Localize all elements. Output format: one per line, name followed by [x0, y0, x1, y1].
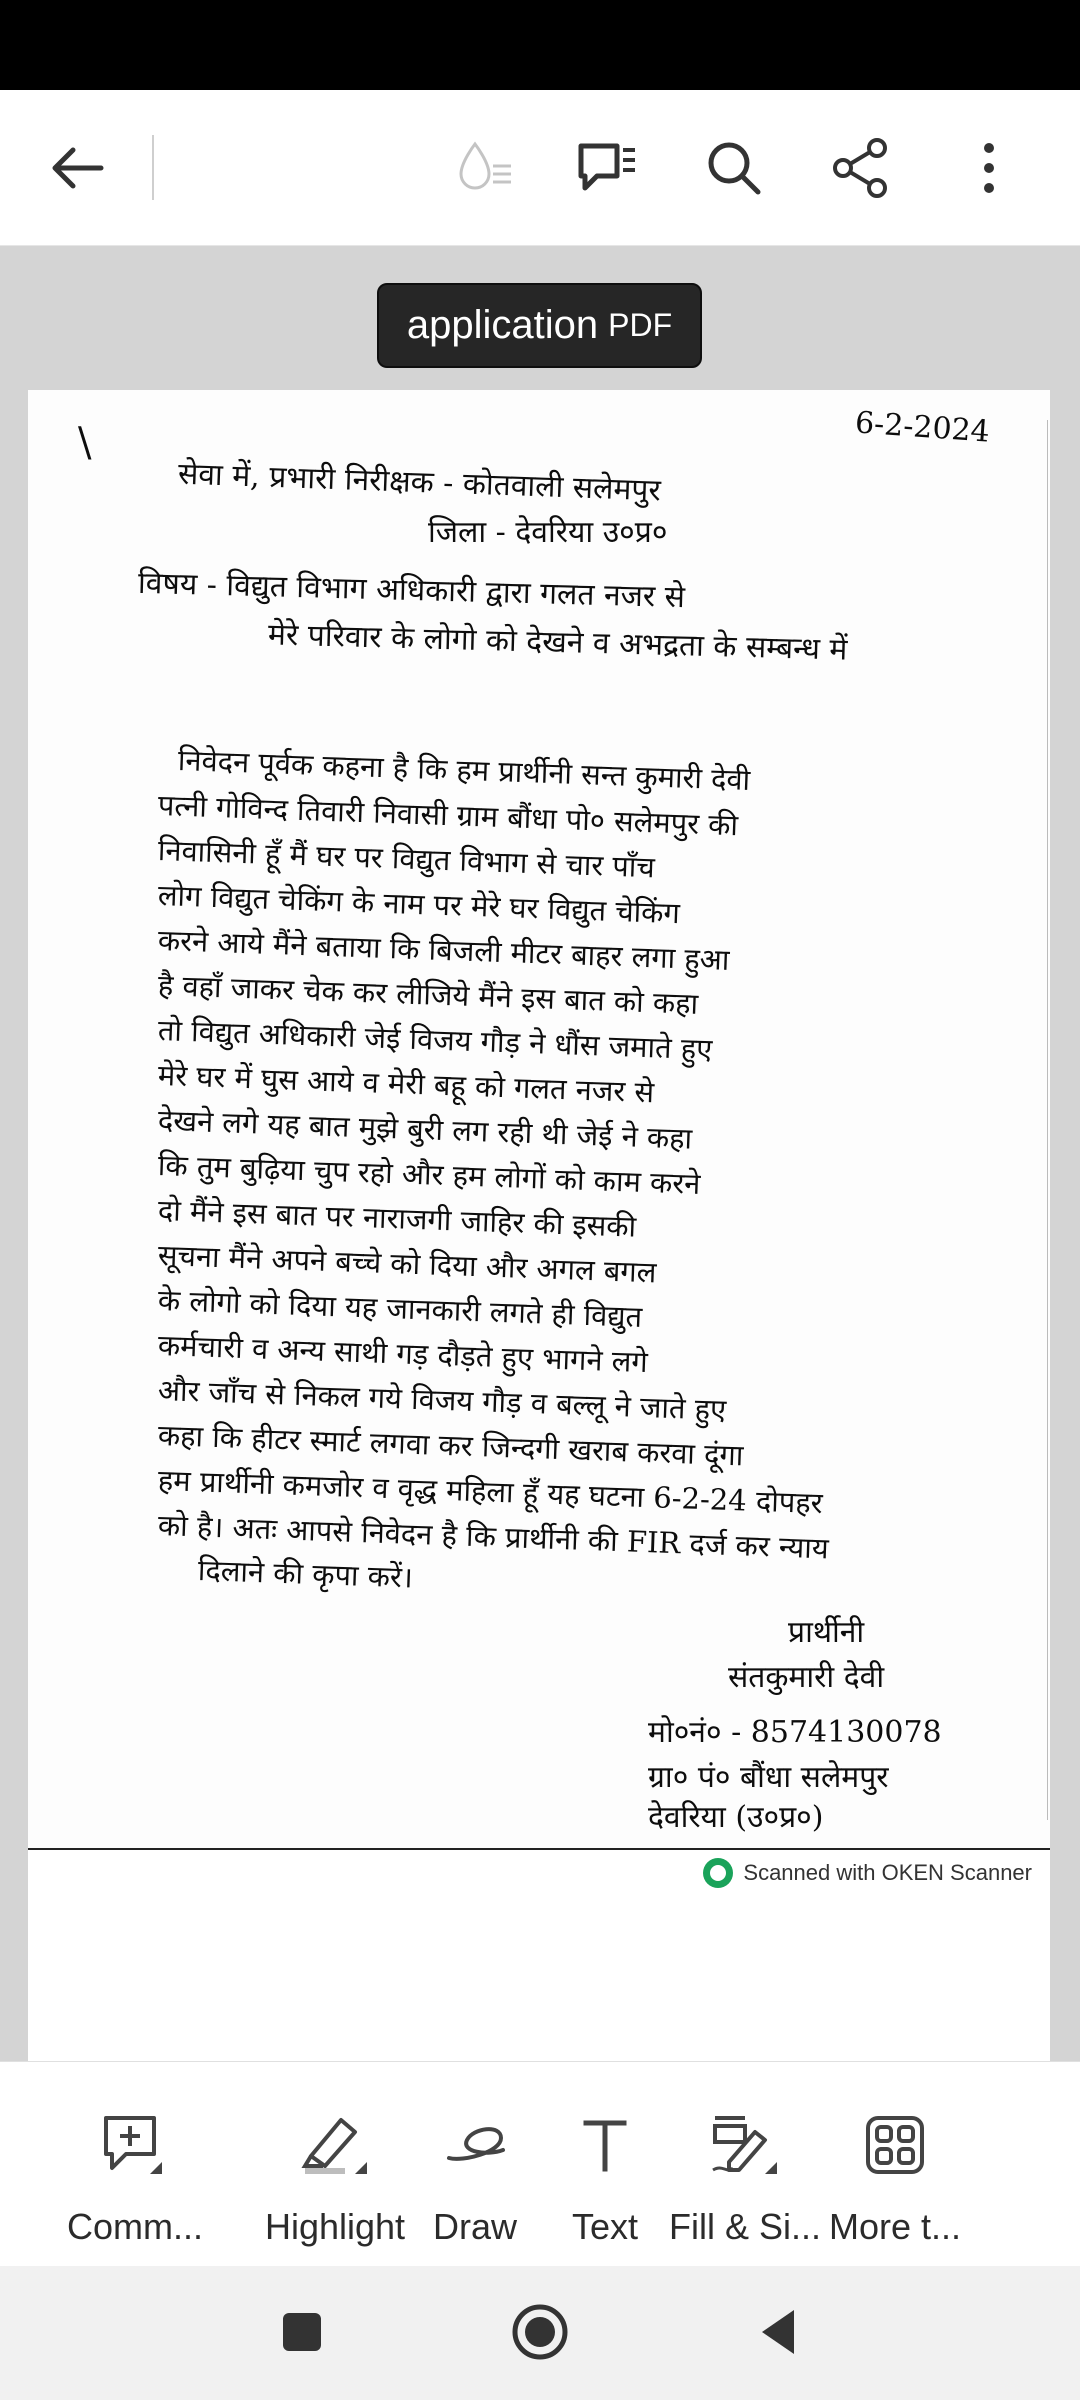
back-triangle-icon[interactable]: [748, 2302, 808, 2362]
more-vertical-icon[interactable]: [944, 123, 1034, 213]
letter-body-line: कर्मचारी व अन्य साथी गड़ दौड़ते हुए भागने लगे: [157, 1328, 649, 1380]
letter-body-line: और जाँच से निकल गये विजय गौड़ व बल्लू ने जाते हुए: [157, 1373, 727, 1427]
back-arrow-icon[interactable]: [32, 123, 122, 213]
tool-text[interactable]: [560, 2062, 650, 2267]
letter-body-line: मेरे घर में घुस आये व मेरी बहू को गलत नजर से: [157, 1058, 655, 1110]
tool-label: Comm...: [66, 2206, 203, 2247]
scanner-watermark-text: Scanned with OKEN Scanner: [743, 1860, 1032, 1885]
more-tools-icon: [855, 2110, 935, 2180]
tool-label: Text: [571, 2206, 639, 2247]
text-icon: [565, 2110, 645, 2180]
tool-fill-sign[interactable]: [670, 2062, 820, 2267]
letter-body-line: को है। अतः आपसे निवेदन है कि प्रार्थीनी की FIR दर्ज कर न्याय: [157, 1508, 830, 1566]
tool-more[interactable]: [820, 2062, 970, 2267]
letter-body-line: दो मैंने इस बात पर नाराजगी जाहिर की इसकी: [157, 1193, 637, 1244]
home-circle-icon[interactable]: [510, 2302, 570, 2362]
tool-highlight[interactable]: [255, 2062, 415, 2267]
tool-label: Highlight: [264, 2206, 406, 2247]
system-nav-bar: [0, 2266, 1080, 2400]
top-app-bar: [0, 90, 1080, 246]
annotation-toolbar: [0, 2061, 1080, 2267]
letter-date: 6-2-2024: [854, 405, 992, 450]
toolbar-divider: [152, 135, 154, 200]
read-aloud-icon[interactable]: [440, 123, 530, 213]
document-viewer[interactable]: [0, 246, 1080, 2061]
pdf-page[interactable]: [28, 390, 1050, 2090]
letter-body-line: निवेदन पूर्वक कहना है कि हम प्रार्थीनी सन्त कुमारी देवी: [177, 743, 751, 797]
document-title-chip: [377, 283, 702, 368]
scanned-letter: [28, 390, 1050, 1850]
status-bar: [0, 0, 1080, 90]
document-title: application: [406, 303, 599, 347]
letter-body-line: कि तुम बुढ़िया चुप रहो और हम लोगों को काम करने: [157, 1148, 701, 1201]
signature-address: ग्रा० पं० बौंधा सलेमपुर: [648, 1760, 889, 1795]
letter-body-line: देखने लगे यह बात मुझे बुरी लग रही थी जेई ने कहा: [157, 1103, 693, 1156]
letter-body-line: पत्नी गोविन्द तिवारी निवासी ग्राम बौंधा पो० सलेमपुर की: [157, 788, 739, 843]
letter-body-line: दिलाने की कृपा करें।: [197, 1553, 414, 1595]
letter-addressee-district: जिला - देवरिया उ०प्र०: [428, 515, 668, 550]
search-icon[interactable]: [689, 123, 779, 213]
signature-district: देवरिया (उ०प्र०): [648, 1800, 824, 1835]
letter-subject: विषय - विद्युत विभाग अधिकारी द्वारा गलत नजर से: [137, 565, 686, 616]
letter-body-line: करने आये मैंने बताया कि बिजली मीटर बाहर लगा हुआ: [157, 923, 730, 977]
tool-comment[interactable]: [55, 2062, 215, 2267]
letter-addressee: सेवा में, प्रभारी निरीक्षक - कोतवाली सलेमपुर: [177, 456, 662, 509]
draw-icon: [435, 2110, 515, 2180]
letter-body-line: है वहाँ जाकर चेक कर लीजिये मैंने इस बात को कहा: [157, 968, 699, 1021]
tool-label: Fill & Si...: [669, 2206, 822, 2247]
letter-subject-cont: मेरे परिवार के लोगो को देखने व अभद्रता के सम्बन्ध में: [267, 617, 848, 668]
oken-scanner-logo-icon: [703, 1858, 733, 1888]
letter-body-line: के लोगो को दिया यह जानकारी लगते ही विद्युत: [157, 1283, 643, 1334]
add-comment-icon: [95, 2110, 175, 2180]
letter-body-line: सूचना मैंने अपने बच्चे को दिया और अगल बगल: [157, 1238, 657, 1290]
letter-body-line: निवासिनी हूँ मैं घर पर विद्युत विभाग से चार पाँच: [157, 833, 656, 885]
comments-icon[interactable]: [562, 123, 652, 213]
share-icon[interactable]: [816, 123, 906, 213]
tool-label: More t...: [828, 2206, 962, 2247]
tool-draw[interactable]: [430, 2062, 520, 2267]
scanner-watermark: [703, 1858, 1032, 1888]
tool-label: Draw: [432, 2206, 517, 2247]
letter-body-line: हम प्रार्थीनी कमजोर व वृद्ध महिला हूँ यह घटना 6-2-24 दोपहर: [157, 1463, 824, 1521]
document-type-badge: PDF: [608, 307, 673, 343]
letter-body-line: तो विद्युत अधिकारी जेई विजय गौड़ ने धौंस जमाते हुए: [157, 1013, 713, 1067]
signature-name: संतकुमारी देवी: [728, 1660, 885, 1695]
signature-label: प्रार्थीनी: [788, 1615, 865, 1650]
page-margin-line: [1047, 420, 1048, 1820]
letter-body-line: लोग विद्युत चेकिंग के नाम पर मेरे घर विद्युत चेकिंग: [157, 878, 681, 931]
letter-body-line: कहा कि हीटर स्मार्ट लगवा कर जिन्दगी खराब करवा दूंगा: [157, 1418, 744, 1473]
recents-square-icon[interactable]: [272, 2302, 332, 2362]
signature-phone: मो०नं० - 8574130078: [648, 1715, 942, 1750]
highlighter-icon: [295, 2110, 375, 2180]
fill-sign-icon: [705, 2110, 785, 2180]
tick-mark: \: [78, 420, 92, 466]
